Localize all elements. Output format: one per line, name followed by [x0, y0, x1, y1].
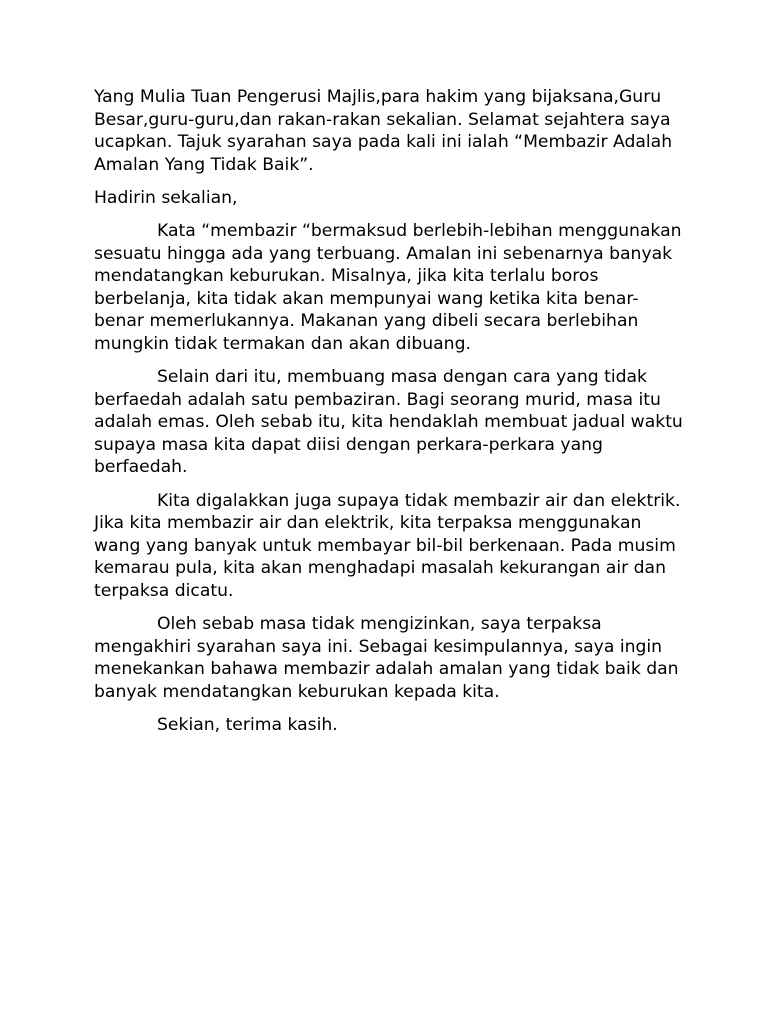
body-paragraph-definition: Kata “membazir “bermaksud berlebih-lebihan menggunakan sesuatu hingga ada yang terbuang. Amalan ini sebenarnya banyak mendatangkan keburukan. Misalnya, jika kita terlalu boros berbelanja, kita tidak akan mempunyai wang ketika kita benar-benar memerlukannya. Makanan yang dibeli secara berlebihan mungkin tidak termakan dan akan dibuang. [94, 220, 682, 354]
closing-line: Sekian, terima kasih. [157, 714, 338, 735]
speech-text [94, 86, 684, 747]
audience-greeting: Hadirin sekalian, [94, 187, 238, 208]
body-paragraph-time: Selain dari itu, membuang masa dengan cara yang tidak berfaedah adalah satu pembaziran. Bagi seorang murid, masa itu adalah emas. Oleh sebab itu, kita hendaklah membuat jadual waktu supaya masa kita dapat diisi dengan perkara-perkara yang berfaedah. [94, 367, 683, 478]
conclusion-paragraph: Oleh sebab masa tidak mengizinkan, saya terpaksa mengakhiri syarahan saya ini. Sebagai kesimpulannya, saya ingin menekankan bahawa membazir adalah amalan yang tidak baik dan banyak mendatangkan keburukan kepada kita. [94, 613, 679, 702]
body-paragraph-water-electricity: Kita digalakkan juga supaya tidak membazir air dan elektrik. Jika kita membazir air dan elektrik, kita terpaksa menggunakan wang yang banyak untuk membayar bil-bil berkenaan. Pada musim kemarau pula, kita akan menghadapi masalah kekurangan air dan terpaksa dicatu. [94, 490, 681, 601]
opening-paragraph: Yang Mulia Tuan Pengerusi Majlis,para hakim yang bijaksana,Guru Besar,guru-guru,dan rakan-rakan sekalian. Selamat sejahtera saya ucapkan. Tajuk syarahan saya pada kali ini ialah “Membazir Adalah Amalan Yang Tidak Baik”. [94, 87, 673, 175]
